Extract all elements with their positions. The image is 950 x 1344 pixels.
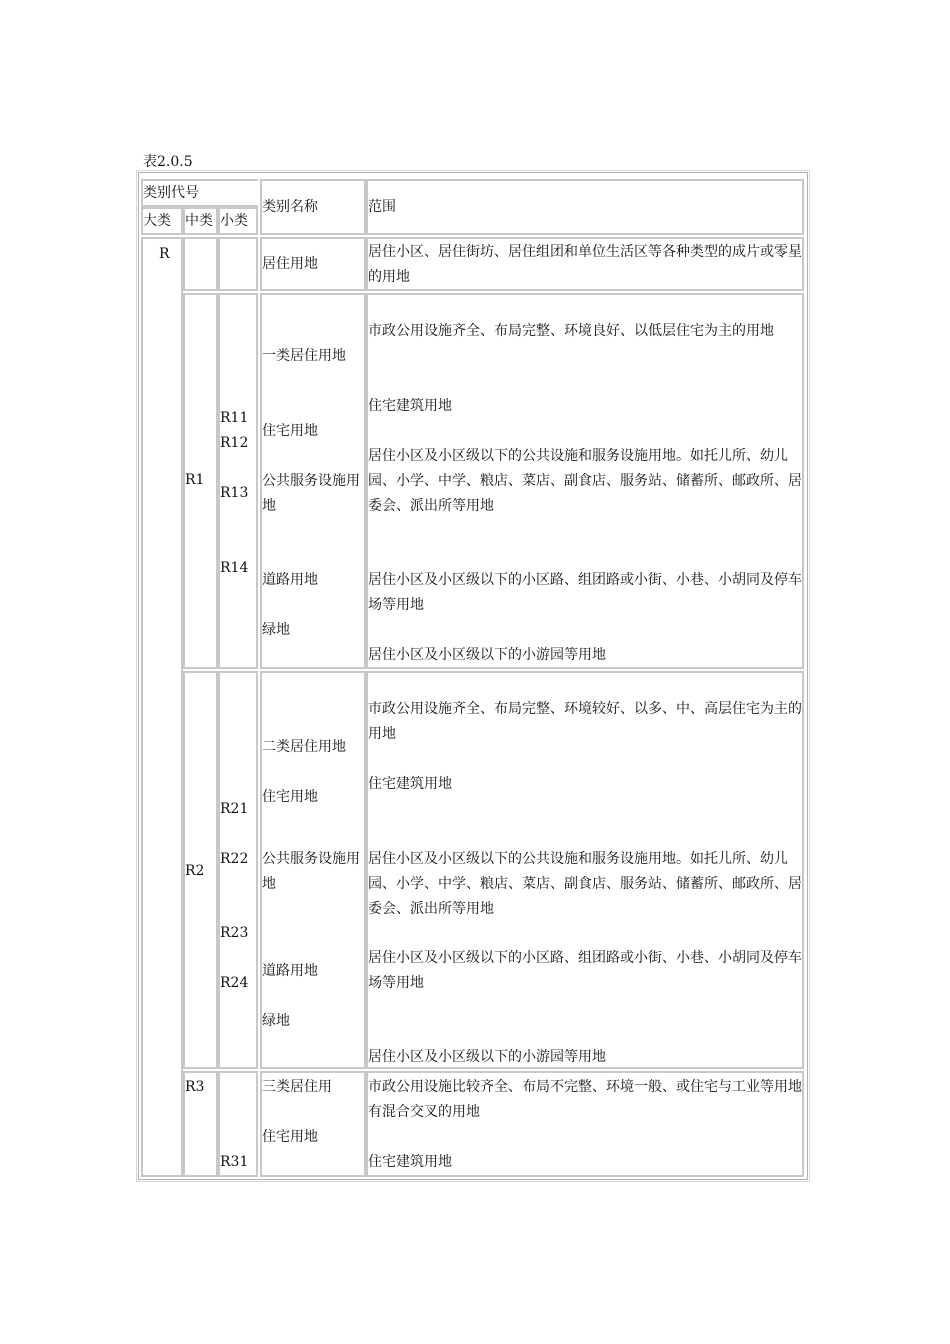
row-r1-medium (183, 293, 218, 669)
row-r2-name-1: 住宅用地 (262, 789, 318, 805)
header-category-code (141, 179, 259, 207)
row-r2-scope-4: 居住小区及小区级以下的小游园等用地 (368, 1049, 606, 1065)
row-r1-scope (366, 293, 804, 669)
row-r1-medium-label: R1 (185, 472, 205, 488)
row-r2-scope-0: 市政公用设施齐全、布局完整、环境较好、以多、中、高层住宅为主的用地 (368, 701, 802, 742)
row-r2-name-0: 二类居住用地 (262, 739, 346, 755)
header-minor (218, 207, 258, 235)
header-minor-label: 小类 (220, 213, 248, 229)
major-cell-r (141, 237, 183, 1177)
row-r1-scope-4: 居住小区及小区级以下的小游园等用地 (368, 647, 606, 663)
row-r2-minor (218, 671, 258, 1069)
row-r2-name-3: 道路用地 (262, 963, 318, 979)
header-category-name (260, 179, 366, 235)
row-r3-scope-1: 住宅建筑用地 (368, 1154, 452, 1170)
row-r1-scope-1: 住宅建筑用地 (368, 398, 452, 414)
row-r3-minor-0: R31 (220, 1154, 249, 1170)
row-r1-name-4: 绿地 (262, 622, 290, 638)
header-scope (366, 179, 804, 235)
header-scope-label: 范围 (368, 199, 396, 215)
row-r2-name-2: 公共服务设施用地 (262, 851, 360, 892)
row-r2-scope-1: 住宅建筑用地 (368, 776, 452, 792)
row-r2-scope-3: 居住小区及小区级以下的小区路、组团路或小街、小巷、小胡同及停车场等用地 (368, 950, 802, 991)
row-r2-medium (183, 671, 218, 1069)
major-label-r: R (159, 246, 170, 262)
header-category-code-label: 类别代号 (143, 185, 199, 201)
row-r2-medium-label: R2 (185, 863, 205, 879)
header-category-name-label: 类别名称 (262, 199, 318, 215)
row-r-scope (366, 237, 804, 291)
row-r1-name-1: 住宅用地 (262, 423, 318, 439)
row-r-minor (218, 237, 258, 291)
row-r1-minor-3: R14 (220, 560, 249, 576)
header-major-label: 大类 (143, 213, 171, 229)
row-r3-scope (366, 1071, 804, 1177)
row-r3-medium-label: R3 (185, 1079, 205, 1095)
row-r1-scope-0: 市政公用设施齐全、布局完整、环境良好、以低层住宅为主的用地 (368, 323, 774, 339)
row-r-name (260, 237, 366, 291)
header-major (141, 207, 183, 235)
row-r2-name-4: 绿地 (262, 1013, 290, 1029)
row-r2-scope (366, 671, 804, 1069)
land-use-table (138, 172, 808, 1180)
row-r1-minor-2: R13 (220, 485, 249, 501)
row-r1-name (260, 293, 366, 669)
row-r3-name-0: 三类居住用 (262, 1079, 332, 1095)
row-r3-scope-0: 市政公用设施比较齐全、布局不完整、环境一般、或住宅与工业等用地有混合交叉的用地 (368, 1079, 802, 1120)
row-r3-name-1: 住宅用地 (262, 1129, 318, 1145)
row-r2-minor-1: R22 (220, 851, 249, 867)
row-r3-minor (218, 1071, 258, 1177)
row-r-scope-text: 居住小区、居住街坊、居住组团和单位生活区等各种类型的成片或零星的用地 (368, 244, 802, 285)
row-r1-scope-3: 居住小区及小区级以下的小区路、组团路或小街、小巷、小胡同及停车场等用地 (368, 572, 802, 613)
row-r3-name (260, 1071, 366, 1177)
row-r2-minor-2: R23 (220, 925, 249, 941)
row-r1-name-0: 一类居住用地 (262, 348, 346, 364)
row-r2-minor-0: R21 (220, 801, 249, 817)
row-r1-minor-1: R12 (220, 435, 249, 451)
row-r3-medium (183, 1071, 218, 1177)
row-r2-name (260, 671, 366, 1069)
row-r1-name-3: 道路用地 (262, 572, 318, 588)
row-r1-scope-2: 居住小区及小区级以下的公共设施和服务设施用地。如托儿所、幼儿园、小学、中学、粮店、菜店、副食店、服务站、储蓄所、邮政所、居委会、派出所等用地 (368, 448, 802, 514)
table-caption: 表2.0.5 (143, 154, 193, 170)
row-r1-name-2: 公共服务设施用地 (262, 473, 360, 514)
row-r1-minor-0: R11 (220, 410, 249, 426)
header-medium (183, 207, 218, 235)
row-r-name-label: 居住用地 (262, 256, 318, 272)
row-r2-minor-3: R24 (220, 975, 249, 991)
row-r-medium (183, 237, 218, 291)
row-r1-minor (218, 293, 258, 669)
header-medium-label: 中类 (185, 213, 213, 229)
row-r2-scope-2: 居住小区及小区级以下的公共设施和服务设施用地。如托儿所、幼儿园、小学、中学、粮店、菜店、副食店、服务站、储蓄所、邮政所、居委会、派出所等用地 (368, 851, 802, 917)
